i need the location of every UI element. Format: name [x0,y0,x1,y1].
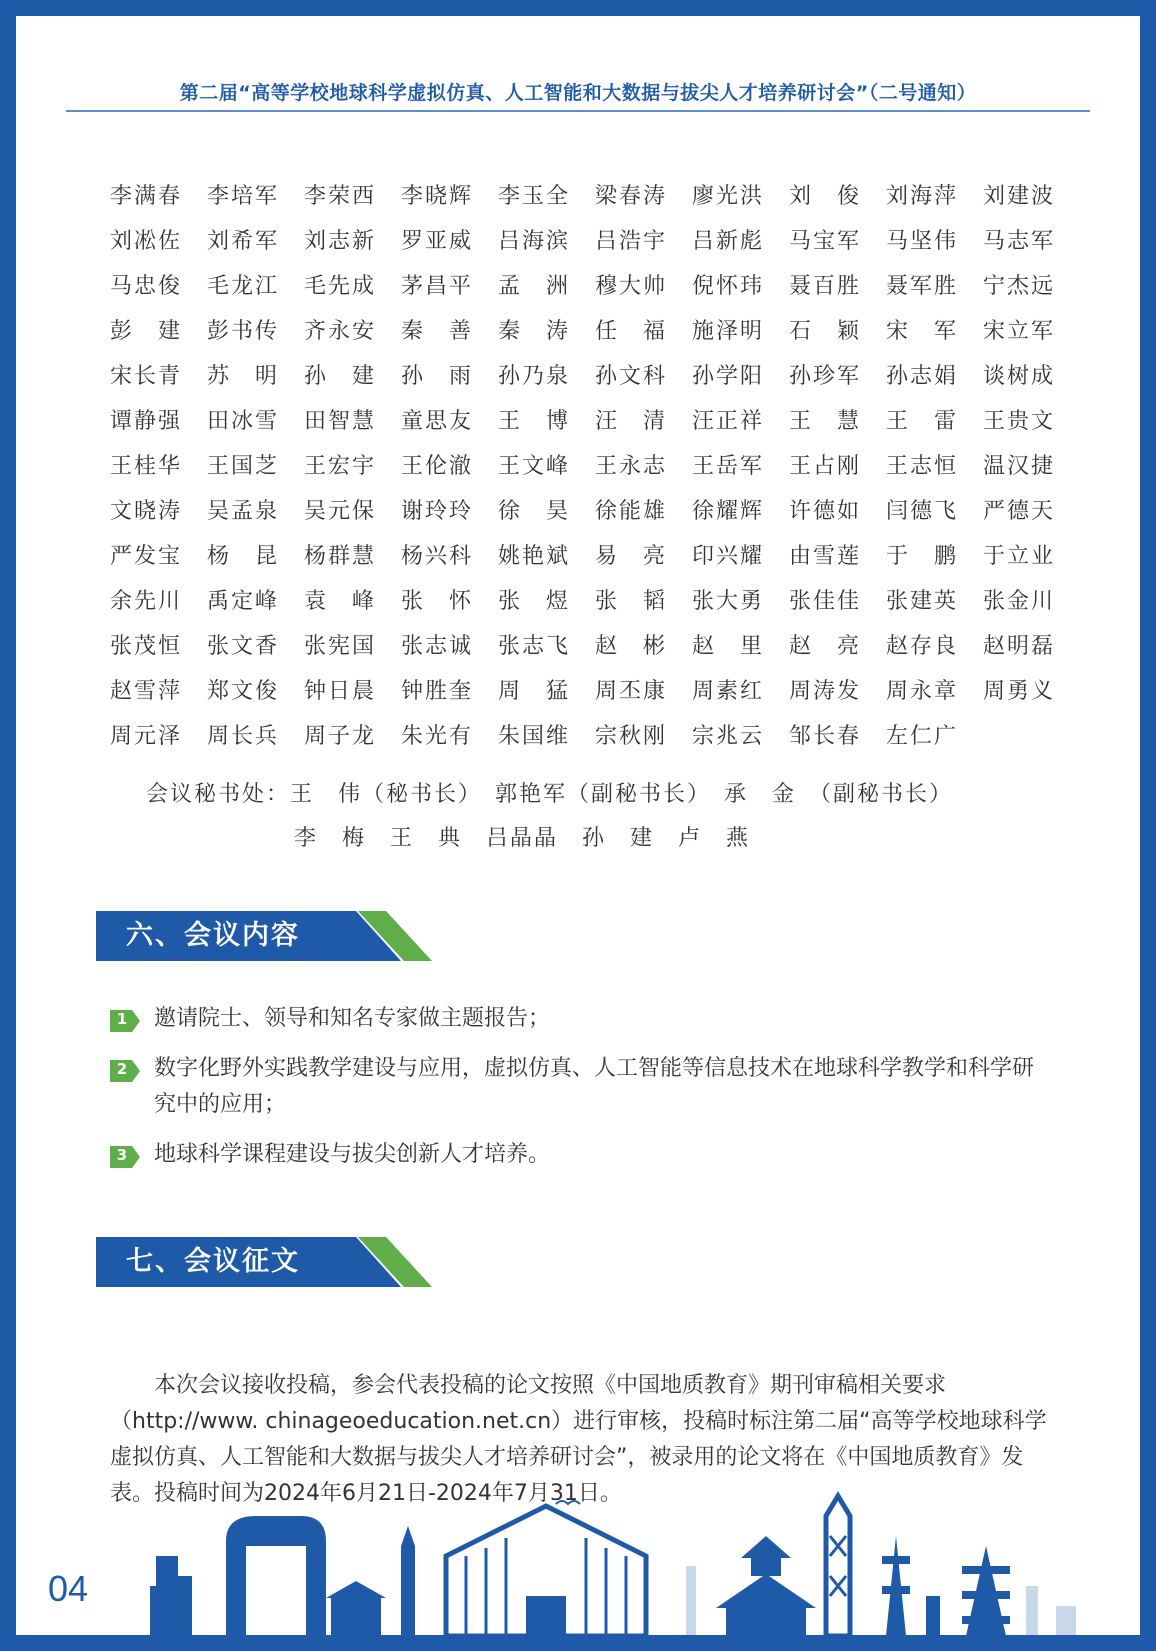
committee-member-name: 于 鹏 [886,544,959,569]
committee-member-name: 李晓辉 [401,184,474,209]
page-number: 04 [48,1568,89,1609]
committee-member-name: 孙文科 [595,364,668,389]
committee-member-name: 李满春 [110,184,183,209]
committee-member-name: 周长兵 [207,724,280,749]
committee-member-name: 秦 涛 [498,319,571,344]
committee-member-name: 赵 彬 [595,634,668,659]
committee-member-name: 孙珍军 [789,364,862,389]
city-skyline-illustration [126,1486,1136,1635]
committee-member-name: 苏 明 [207,364,280,389]
committee-name-grid [110,174,1090,759]
committee-member-name: 吴孟泉 [207,499,280,524]
call-for-papers-paragraph: 本次会议接收投稿，参会代表投稿的论文按照《中国地质教育》期刊审稿相关要求（http://www. chinageoeducation.net.cn）进行审核，投稿时标注第二届“高等学校地球科学虚拟仿真、人工智能和大数据与拔尖人才培养研讨会”，被录用的论文将在《中国地质教育》发表。投稿时间为2024年6月21日-2024年7月31日。 [110,1373,1047,1506]
committee-member-name: 王 博 [498,409,571,434]
committee-member-name: 张茂恒 [110,634,183,659]
committee-member-name: 刘希军 [207,229,280,254]
committee-member-name: 刘 俊 [789,184,862,209]
committee-member-name: 周元泽 [110,724,183,749]
committee-member-name: 严发宝 [110,544,183,569]
committee-member-name: 王 慧 [789,409,862,434]
committee-member-name: 姚艳斌 [498,544,571,569]
committee-member-name: 张金川 [983,589,1056,614]
committee-member-name: 王 雷 [886,409,959,434]
committee-member-name: 王占刚 [789,454,862,479]
committee-member-name: 彭 建 [110,319,183,344]
committee-member-name: 孟 洲 [498,274,571,299]
committee-member-name: 童思友 [401,409,474,434]
committee-member-name: 刘建波 [983,184,1056,209]
committee-member-name: 张 韬 [595,589,668,614]
committee-member-name: 张志飞 [498,634,571,659]
committee-member-name: 周永章 [886,679,959,704]
committee-member-name: 张大勇 [692,589,765,614]
committee-member-name: 齐永安 [304,319,377,344]
committee-member-name: 毛先成 [304,274,377,299]
committee-member-name: 宗兆云 [692,724,765,749]
committee-member-name: 于立业 [983,544,1056,569]
committee-member-name: 印兴耀 [692,544,765,569]
committee-member-name: 杨兴科 [401,544,474,569]
committee-member-name: 徐能雄 [595,499,668,524]
committee-member-name: 杨群慧 [304,544,377,569]
committee-member-name: 易 亮 [595,544,668,569]
section-7-title: 七、会议征文 [126,1246,300,1277]
committee-member-name: 王伦澈 [401,454,474,479]
committee-member-name: 李荣西 [304,184,377,209]
committee-member-name: 宋 军 [886,319,959,344]
committee-member-name: 周涛发 [789,679,862,704]
committee-member-name: 刘志新 [304,229,377,254]
committee-member-name: 谢玲玲 [401,499,474,524]
committee-member-name: 施泽明 [692,319,765,344]
committee-member-name: 赵雪萍 [110,679,183,704]
committee-member-name: 谭静强 [110,409,183,434]
committee-member-name: 徐 昊 [498,499,571,524]
committee-member-name: 左仁广 [886,724,959,749]
committee-member-name: 闫德飞 [886,499,959,524]
content-item-text: 邀请院士、领导和知名专家做主题报告； [154,1006,551,1031]
committee-member-name: 刘海萍 [886,184,959,209]
committee-member-name: 廖光洪 [692,184,765,209]
committee-member-name: 王志恒 [886,454,959,479]
committee-member-name: 郑文俊 [207,679,280,704]
committee-member-name: 王桂华 [110,454,183,479]
committee-member-name: 张 煜 [498,589,571,614]
committee-member-name: 张建英 [886,589,959,614]
committee-member-name: 石 颖 [789,319,862,344]
committee-member-name: 周子龙 [304,724,377,749]
committee-member-name: 温汉捷 [983,454,1056,479]
committee-member-name: 禹定峰 [207,589,280,614]
committee-member-name: 李培军 [207,184,280,209]
committee-member-name: 张宪国 [304,634,377,659]
committee-member-name: 吕浩宇 [595,229,668,254]
committee-member-name: 聂百胜 [789,274,862,299]
committee-member-name: 宋立军 [983,319,1056,344]
committee-member-name: 孙乃泉 [498,364,571,389]
secretariat-line-2 [258,796,750,877]
committee-member-name: 聂军胜 [886,274,959,299]
content-item-text: 地球科学课程建设与拔尖创新人才培养。 [154,1142,551,1167]
committee-member-name: 宗秋刚 [595,724,668,749]
committee-member-name: 汪 清 [595,409,668,434]
number-badge: 3 [110,1144,142,1166]
number-badge: 1 [110,1008,142,1030]
committee-member-name: 吕新彪 [692,229,765,254]
committee-member-name: 赵存良 [886,634,959,659]
secretariat-members-1: 王 伟（秘书长） 郭艳军（副秘书长） 承 金 （副秘书长） [290,782,954,807]
committee-member-name: 由雪莲 [789,544,862,569]
section-6-header [96,911,436,961]
committee-member-name: 王贵文 [983,409,1056,434]
committee-member-name: 朱光有 [401,724,474,749]
committee-member-name: 茅昌平 [401,274,474,299]
committee-member-name: 谈树成 [983,364,1056,389]
committee-member-name: 王岳军 [692,454,765,479]
committee-member-name: 马志军 [983,229,1056,254]
committee-member-name: 余先川 [110,589,183,614]
committee-member-name: 宋长青 [110,364,183,389]
committee-member-name: 倪怀玮 [692,274,765,299]
committee-member-name: 孙志娟 [886,364,959,389]
secretariat-members-2: 李 梅 王 典 吕晶晶 孙 建 卢 燕 [293,826,750,851]
committee-member-name: 梁春涛 [595,184,668,209]
committee-member-name: 吕海滨 [498,229,571,254]
committee-member-name: 王宏宇 [304,454,377,479]
committee-member-name: 秦 善 [401,319,474,344]
committee-member-name: 穆大帅 [595,274,668,299]
committee-member-name: 钟日晨 [304,679,377,704]
committee-member-name: 彭书传 [207,319,280,344]
committee-member-name: 朱国维 [498,724,571,749]
committee-member-name: 钟胜奎 [401,679,474,704]
header-divider [66,110,1090,112]
committee-member-name: 田智慧 [304,409,377,434]
committee-member-name: 马宝军 [789,229,862,254]
committee-member-name: 赵 亮 [789,634,862,659]
committee-member-name: 任 福 [595,319,668,344]
committee-member-name: 张佳佳 [789,589,862,614]
committee-member-name: 孙 雨 [401,364,474,389]
committee-member-name: 张文香 [207,634,280,659]
committee-member-name: 许德如 [789,499,862,524]
committee-member-name: 宁杰远 [983,274,1056,299]
committee-member-name: 毛龙江 [207,274,280,299]
committee-member-name: 孙 建 [304,364,377,389]
committee-member-name: 王国芝 [207,454,280,479]
committee-member-name: 赵 里 [692,634,765,659]
committee-member-name: 周丕康 [595,679,668,704]
committee-member-name: 刘凇佐 [110,229,183,254]
committee-member-name: 张 怀 [401,589,474,614]
committee-member-name: 周 猛 [498,679,571,704]
committee-member-name: 田冰雪 [207,409,280,434]
committee-member-name: 汪正祥 [692,409,765,434]
committee-member-name: 孙学阳 [692,364,765,389]
section-7-header [96,1237,436,1287]
section-6-title: 六、会议内容 [126,920,300,951]
committee-member-name: 周勇义 [983,679,1056,704]
committee-member-name: 严德天 [983,499,1056,524]
committee-member-name: 周素红 [692,679,765,704]
committee-member-name: 罗亚威 [401,229,474,254]
content-item-text: 数字化野外实践教学建设与应用，虚拟仿真、人工智能等信息技术在地球科学教学和科学研究中的应用； [154,1056,1035,1117]
committee-member-name: 李玉全 [498,184,571,209]
committee-member-name: 王永志 [595,454,668,479]
committee-member-name: 吴元保 [304,499,377,524]
committee-member-name: 马忠俊 [110,274,183,299]
committee-member-name: 邹长春 [789,724,862,749]
document-page [16,16,1140,1635]
committee-member-name: 杨 昆 [207,544,280,569]
committee-member-name: 马坚伟 [886,229,959,254]
page-header-title: 第二届“高等学校地球科学虚拟仿真、人工智能和大数据与拔尖人才培养研讨会”（二号通知） [179,82,977,104]
committee-member-name: 王文峰 [498,454,571,479]
number-badge: 2 [110,1058,142,1080]
committee-member-name: 徐耀辉 [692,499,765,524]
committee-member-name: 文晓涛 [110,499,183,524]
committee-member-name: 赵明磊 [983,634,1056,659]
committee-member-name: 张志诚 [401,634,474,659]
secretariat-label: 会议秘书处： [145,782,290,807]
committee-member-name: 袁 峰 [304,589,377,614]
